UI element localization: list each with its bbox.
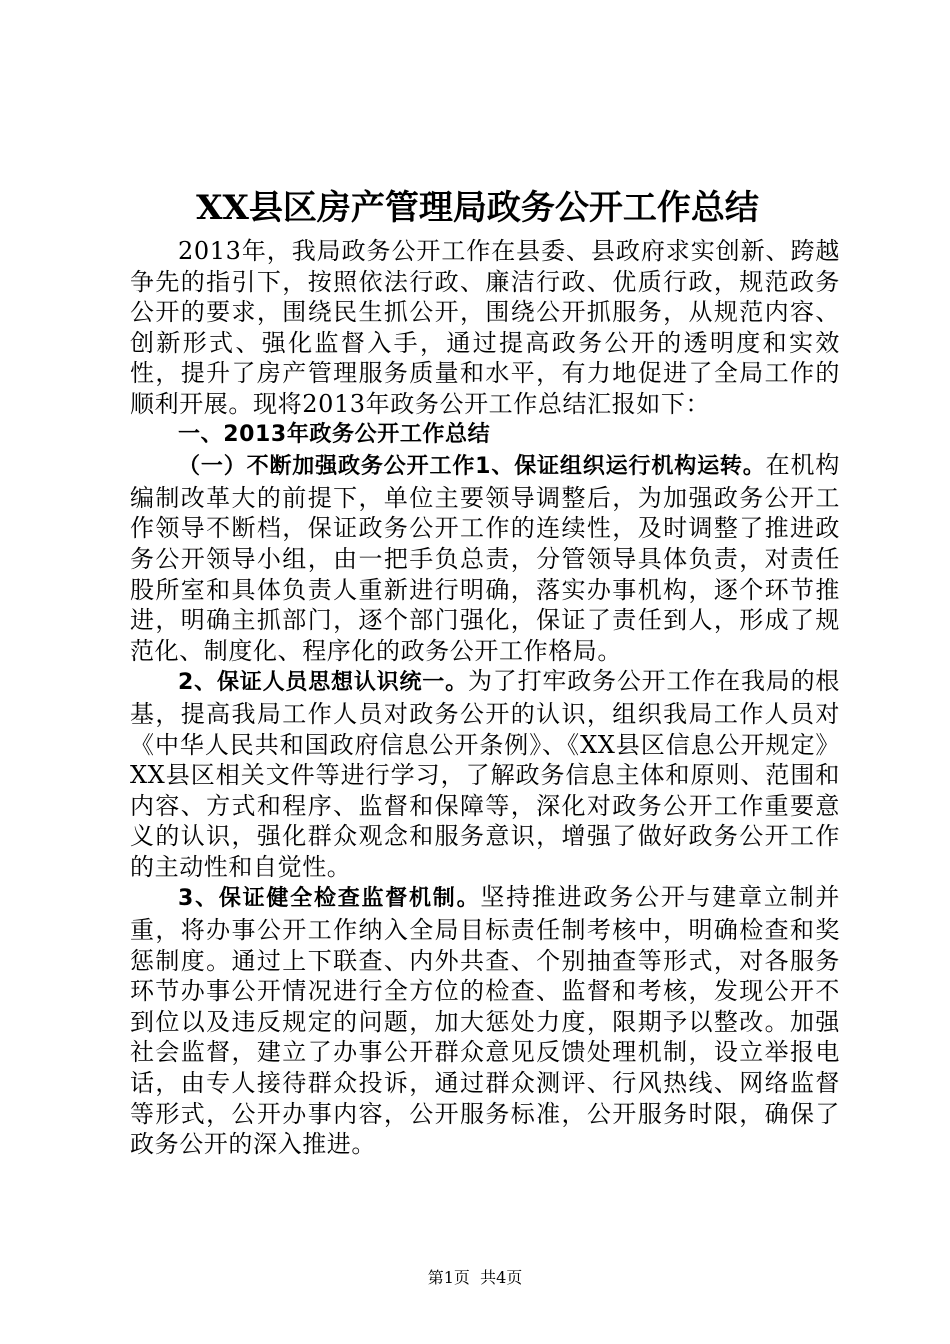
footer-spacer bbox=[470, 1268, 480, 1287]
page-number: 第1页 bbox=[427, 1268, 470, 1287]
subsection-1-paragraph bbox=[130, 450, 840, 666]
item-2-text: 为了打牢政务公开工作在我局的根基，提高我局工作人员对政务公开的认识，组织我局工作人员对《中华人民共和国政府信息公开条例》、《XX县区信息公开规定》XX县区相关文件等进行学习，了解政务信息主体和原则、范围和内容、方式和程序、监督和保障等，深化对政务公开工作重要意义的认识，强化群众观念和服务意识，增强了做好政务公开工作的主动性和自觉性。 bbox=[130, 667, 841, 881]
section-heading: 一、2013年政务公开工作总结 bbox=[178, 421, 491, 447]
item-2-heading: 2、保证人员思想认识统一。 bbox=[178, 670, 468, 696]
item-3-paragraph bbox=[130, 882, 840, 1159]
document-title: XX县区房产管理局政务公开工作总结 bbox=[196, 188, 759, 228]
document-body bbox=[130, 236, 840, 1160]
item-3-text: 坚持推进政务公开与建章立制并重，将办事公开工作纳入全局目标责任制考核中，明确检查和奖惩制度。通过上下联查、内外共查、个别抽查等形式，对各服务环节办事公开情况进行全方位的检查、监督和考核，发现公开不到位以及违反规定的问题，加大惩处力度，限期予以整改。加强社会监督，建立了办事公开群众意见反馈处理机制，设立举报电话，由专人接待群众投诉，通过群众测评、行风热线、网络监督等形式，公开办事内容，公开服务标准，公开服务时限，确保了政务公开的深入推进。 bbox=[130, 883, 841, 1159]
item-2-paragraph bbox=[130, 666, 840, 882]
page-footer bbox=[0, 1268, 950, 1288]
intro-paragraph: 2013年，我局政务公开工作在县委、县政府求实创新、跨越争先的指引下，按照依法行政、廉洁行政、优质行政，规范政务公开的要求，围绕民生抓公开，围绕公开抓服务，从规范内容、创新形式、强化监督入手，通过提高政务公开的透明度和实效性，提升了房产管理服务质量和水平，有力地促进了全局工作的顺利开展。现将2013年政务公开工作总结汇报如下： bbox=[130, 237, 840, 418]
subsection-1-heading: （一）不断加强政务公开工作1、保证组织运行机构运转。 bbox=[178, 454, 766, 480]
page-total: 共4页 bbox=[480, 1268, 523, 1287]
item-3-heading: 3、保证健全检查监督机制。 bbox=[178, 886, 481, 912]
subsection-1-text: 在机构编制改革大的前提下，单位主要领导调整后，为加强政务公开工作领导不断档，保证政务公开工作的连续性，及时调整了推进政务公开领导小组，由一把手负总责，分管领导具体负责，对责任股所室和具体负责人重新进行明确，落实办事机构，逐个环节推进，明确主抓部门，逐个部门强化，保证了责任到人，形成了规范化、制度化、程序化的政务公开工作格局。 bbox=[130, 451, 840, 665]
